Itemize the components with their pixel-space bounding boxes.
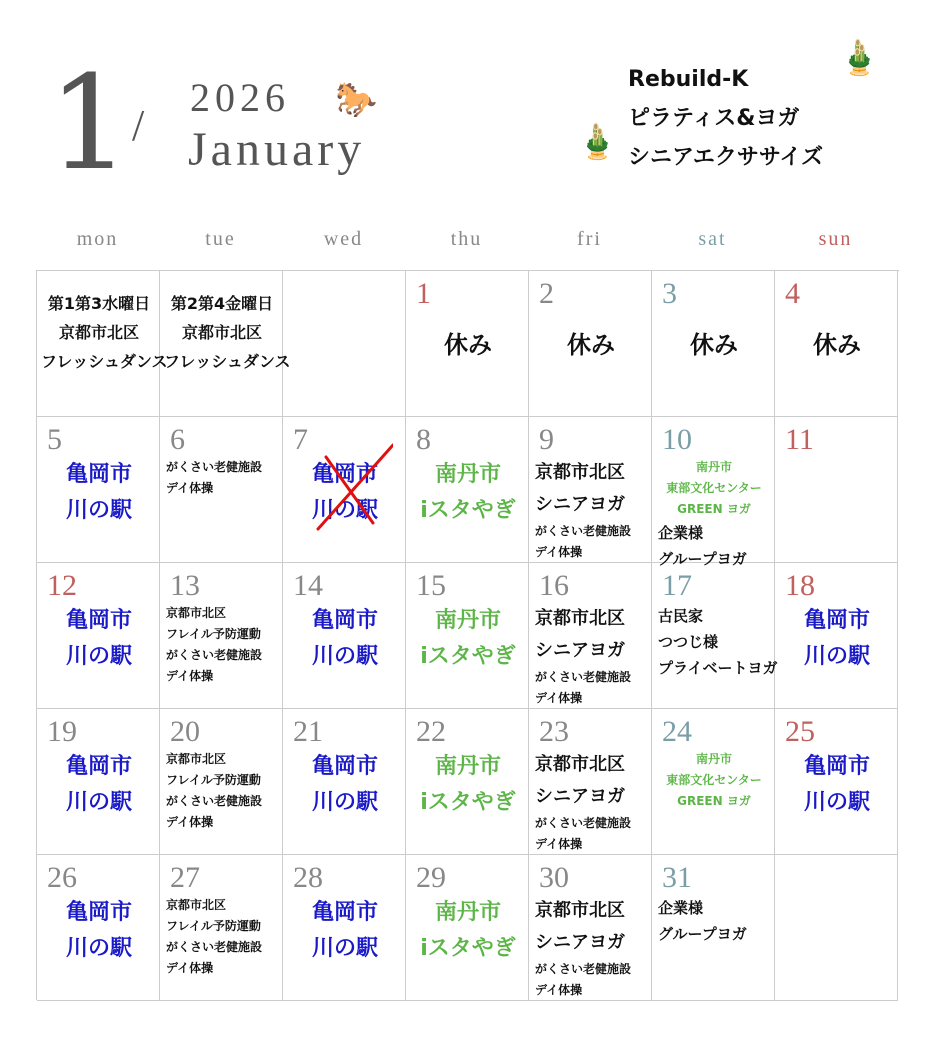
kadomatsu-icon: 🎍 — [576, 122, 619, 162]
event-text: GREEN ヨガ — [677, 502, 751, 516]
day-cell-25[interactable] — [775, 709, 898, 855]
day-cell-26[interactable] — [37, 855, 160, 1001]
day-number: 13 — [170, 569, 200, 602]
day-cell-23[interactable] — [529, 709, 652, 855]
weekday-label-wed: wed — [323, 228, 364, 250]
empty-cell[interactable] — [775, 855, 898, 1001]
event-text: シニアヨガ — [535, 494, 625, 515]
day-number: 26 — [47, 861, 77, 894]
event-text: がくさい老健施設 — [535, 524, 632, 538]
event-text: 南丹市 — [434, 608, 501, 633]
event-list — [533, 749, 649, 855]
cancelled-x-icon — [313, 437, 393, 537]
event-text: シニアヨガ — [535, 932, 625, 953]
event-text: 川の駅 — [311, 936, 378, 961]
day-number: 10 — [662, 423, 692, 456]
event-text: 企業様 — [658, 899, 704, 917]
event-list — [779, 311, 895, 365]
event-text: がくさい老健施設 — [166, 648, 263, 662]
day-number: 19 — [47, 715, 77, 748]
day-cell-4[interactable] — [775, 271, 898, 417]
day-cell-31[interactable] — [652, 855, 775, 1001]
day-cell-8[interactable] — [406, 417, 529, 563]
day-number: 27 — [170, 861, 200, 894]
day-number: 31 — [662, 861, 692, 894]
event-text: 京都市北区 — [535, 608, 625, 629]
event-text: 休み — [813, 331, 861, 359]
event-list — [656, 457, 772, 572]
event-list — [164, 603, 280, 687]
day-number: 8 — [416, 423, 431, 456]
event-list — [410, 457, 526, 529]
event-list — [779, 749, 895, 821]
event-text: フレッシュダンス — [41, 352, 168, 371]
event-text: 亀岡市 — [311, 608, 378, 633]
day-number: 12 — [47, 569, 77, 602]
event-list — [164, 749, 280, 833]
event-text: がくさい老健施設 — [535, 962, 632, 976]
day-number: 11 — [785, 423, 814, 456]
event-text: 亀岡市 — [65, 462, 132, 487]
event-list — [41, 603, 157, 675]
day-cell-18[interactable] — [775, 563, 898, 709]
event-text: 川の駅 — [65, 644, 132, 669]
event-text: iスタやぎ — [420, 644, 516, 669]
event-text: 亀岡市 — [65, 900, 132, 925]
event-text: 川の駅 — [803, 790, 870, 815]
event-text: がくさい老健施設 — [535, 816, 632, 830]
day-number: 21 — [293, 715, 323, 748]
day-cell-14[interactable] — [283, 563, 406, 709]
empty-cell[interactable] — [283, 271, 406, 417]
event-text: 南丹市 — [434, 462, 501, 487]
event-text: iスタやぎ — [420, 936, 516, 961]
event-list — [779, 603, 895, 675]
event-text: デイ体操 — [535, 837, 583, 851]
event-text: 川の駅 — [65, 790, 132, 815]
day-number: 6 — [170, 423, 185, 456]
weekday-label-mon: mon — [76, 228, 119, 250]
day-cell-17[interactable] — [652, 563, 778, 709]
event-text: つつじ様 — [658, 633, 719, 651]
day-cell-22[interactable] — [406, 709, 529, 855]
day-number: 24 — [662, 715, 692, 748]
event-text: 亀岡市 — [803, 754, 870, 779]
day-number: 16 — [539, 569, 569, 602]
day-cell-12[interactable] — [37, 563, 160, 709]
calendar-grid — [36, 270, 899, 1000]
event-text: グループヨガ — [658, 550, 747, 568]
event-text: 亀岡市 — [803, 608, 870, 633]
event-list — [164, 289, 291, 376]
brand-block — [628, 60, 823, 177]
day-cell-29[interactable] — [406, 855, 529, 1001]
event-text: デイ体操 — [166, 669, 214, 683]
event-list — [164, 457, 280, 499]
event-list — [410, 603, 526, 675]
day-cell-24[interactable] — [652, 709, 775, 855]
event-text: がくさい老健施設 — [166, 460, 263, 474]
day-number: 29 — [416, 861, 446, 894]
event-text: 休み — [567, 331, 615, 359]
event-text: デイ体操 — [166, 815, 214, 829]
event-list — [656, 603, 778, 681]
month-name: January — [188, 123, 366, 176]
event-list — [533, 311, 649, 365]
event-text: 川の駅 — [65, 498, 132, 523]
event-text: がくさい老健施設 — [535, 670, 632, 684]
day-number: 25 — [785, 715, 815, 748]
event-text: 京都市北区 — [535, 900, 625, 921]
brand-subtitle: ピラティス&ヨガ — [628, 106, 800, 131]
event-list — [164, 895, 280, 979]
weekday-label-tue: tue — [205, 228, 236, 250]
event-text: フレッシュダンス — [164, 352, 291, 371]
day-number: 2 — [539, 277, 554, 310]
event-text: シニアヨガ — [535, 640, 625, 661]
day-cell-21[interactable] — [283, 709, 406, 855]
day-number: 17 — [662, 569, 692, 602]
day-cell-11[interactable] — [775, 417, 898, 563]
event-text: デイ体操 — [535, 983, 583, 997]
event-list — [656, 311, 772, 365]
day-number: 3 — [662, 277, 677, 310]
event-text: 京都市北区 — [166, 606, 227, 620]
event-text: グループヨガ — [658, 925, 747, 943]
horse-icon: 🐎 — [335, 80, 378, 120]
event-text: 川の駅 — [311, 790, 378, 815]
day-number: 7 — [293, 423, 308, 456]
weekday-label-thu: thu — [450, 228, 483, 250]
event-list — [410, 749, 526, 821]
day-number: 20 — [170, 715, 200, 748]
event-text: 第1第3水曜日 — [47, 294, 151, 313]
day-cell-6[interactable] — [160, 417, 283, 563]
day-cell-19[interactable] — [37, 709, 160, 855]
day-cell-9[interactable] — [529, 417, 652, 563]
event-text: デイ体操 — [166, 481, 214, 495]
event-text: 亀岡市 — [65, 754, 132, 779]
event-list — [41, 895, 157, 967]
day-cell-13[interactable] — [160, 563, 283, 709]
event-text: iスタやぎ — [420, 498, 516, 523]
weekday-label-fri: fri — [577, 228, 602, 250]
event-text: 川の駅 — [65, 936, 132, 961]
event-text: 亀岡市 — [311, 900, 378, 925]
day-number: 22 — [416, 715, 446, 748]
event-text: 京都市北区 — [181, 323, 262, 342]
day-number: 9 — [539, 423, 554, 456]
event-text: 休み — [690, 331, 738, 359]
event-text: 川の駅 — [311, 498, 378, 523]
event-text: がくさい老健施設 — [166, 940, 263, 954]
weekday-label-sun: sun — [818, 228, 853, 250]
cancel-stroke — [318, 445, 393, 529]
event-text: 古民家 — [658, 607, 704, 625]
event-list — [41, 457, 157, 529]
event-list — [287, 895, 403, 967]
year: 2026 — [190, 75, 290, 120]
event-list — [287, 603, 403, 675]
event-text: デイ体操 — [535, 691, 583, 705]
event-text: 京都市北区 — [535, 462, 625, 483]
event-text: フレイル予防運動 — [166, 773, 261, 787]
day-cell-27[interactable] — [160, 855, 283, 1001]
day-cell-15[interactable] — [406, 563, 529, 709]
day-number: 14 — [293, 569, 323, 602]
day-number: 23 — [539, 715, 569, 748]
day-cell-3[interactable] — [652, 271, 775, 417]
event-text: 第2第4金曜日 — [170, 294, 274, 313]
day-number: 1 — [416, 277, 431, 310]
event-text: 京都市北区 — [58, 323, 139, 342]
event-list — [533, 895, 649, 1001]
event-text: プライベートヨガ — [658, 659, 778, 677]
day-cell-10[interactable] — [652, 417, 775, 568]
event-text: 南丹市 — [434, 900, 501, 925]
event-text: 亀岡市 — [311, 462, 378, 487]
separator: / — [132, 101, 145, 150]
event-text: 京都市北区 — [535, 754, 625, 775]
event-text: 東部文化センター — [666, 773, 762, 787]
event-text: デイ体操 — [166, 961, 214, 975]
day-number: 15 — [416, 569, 446, 602]
day-cell-28[interactable] — [283, 855, 406, 1001]
weekday-label-sat: sat — [698, 228, 727, 250]
day-number: 28 — [293, 861, 323, 894]
day-number: 30 — [539, 861, 569, 894]
event-text: フレイル予防運動 — [166, 919, 261, 933]
event-text: シニアヨガ — [535, 786, 625, 807]
day-number: 18 — [785, 569, 815, 602]
event-text: 川の駅 — [803, 644, 870, 669]
day-cell-16[interactable] — [529, 563, 652, 709]
event-text: がくさい老健施設 — [166, 794, 263, 808]
event-list — [287, 749, 403, 821]
event-list — [410, 311, 526, 365]
event-text: iスタやぎ — [420, 790, 516, 815]
day-number: 4 — [785, 277, 800, 310]
day-cell-30[interactable] — [529, 855, 652, 1001]
event-list — [656, 895, 772, 947]
event-list — [533, 457, 649, 563]
day-cell-5[interactable] — [37, 417, 160, 563]
event-list — [533, 603, 649, 709]
event-text: 南丹市 — [434, 754, 501, 779]
event-list — [41, 289, 168, 376]
event-list — [656, 749, 772, 812]
brand-subtitle: シニアエクササイズ — [628, 145, 824, 170]
event-text: 休み — [444, 331, 492, 359]
kadomatsu-icon: 🎍 — [838, 38, 881, 78]
brand-name: Rebuild-K — [628, 67, 749, 92]
event-text: フレイル予防運動 — [166, 627, 261, 641]
event-text: 川の駅 — [311, 644, 378, 669]
month-number: 1 — [48, 47, 131, 199]
day-cell-7[interactable] — [283, 417, 406, 563]
event-list — [41, 749, 157, 821]
event-text: デイ体操 — [535, 545, 583, 559]
event-text: 南丹市 — [695, 460, 732, 474]
day-cell-20[interactable] — [160, 709, 283, 855]
event-text: 南丹市 — [695, 752, 732, 766]
day-cell-2[interactable] — [529, 271, 652, 417]
day-cell-1[interactable] — [406, 271, 529, 417]
event-text: 東部文化センター — [666, 481, 762, 495]
event-text: GREEN ヨガ — [677, 794, 751, 808]
event-list — [410, 895, 526, 967]
event-text: 京都市北区 — [166, 898, 227, 912]
empty-cell[interactable] — [160, 271, 291, 417]
event-text: 企業様 — [658, 524, 704, 542]
day-number: 5 — [47, 423, 62, 456]
empty-cell[interactable] — [37, 271, 168, 417]
event-text: 亀岡市 — [65, 608, 132, 633]
event-text: 京都市北区 — [166, 752, 227, 766]
event-text: 亀岡市 — [311, 754, 378, 779]
